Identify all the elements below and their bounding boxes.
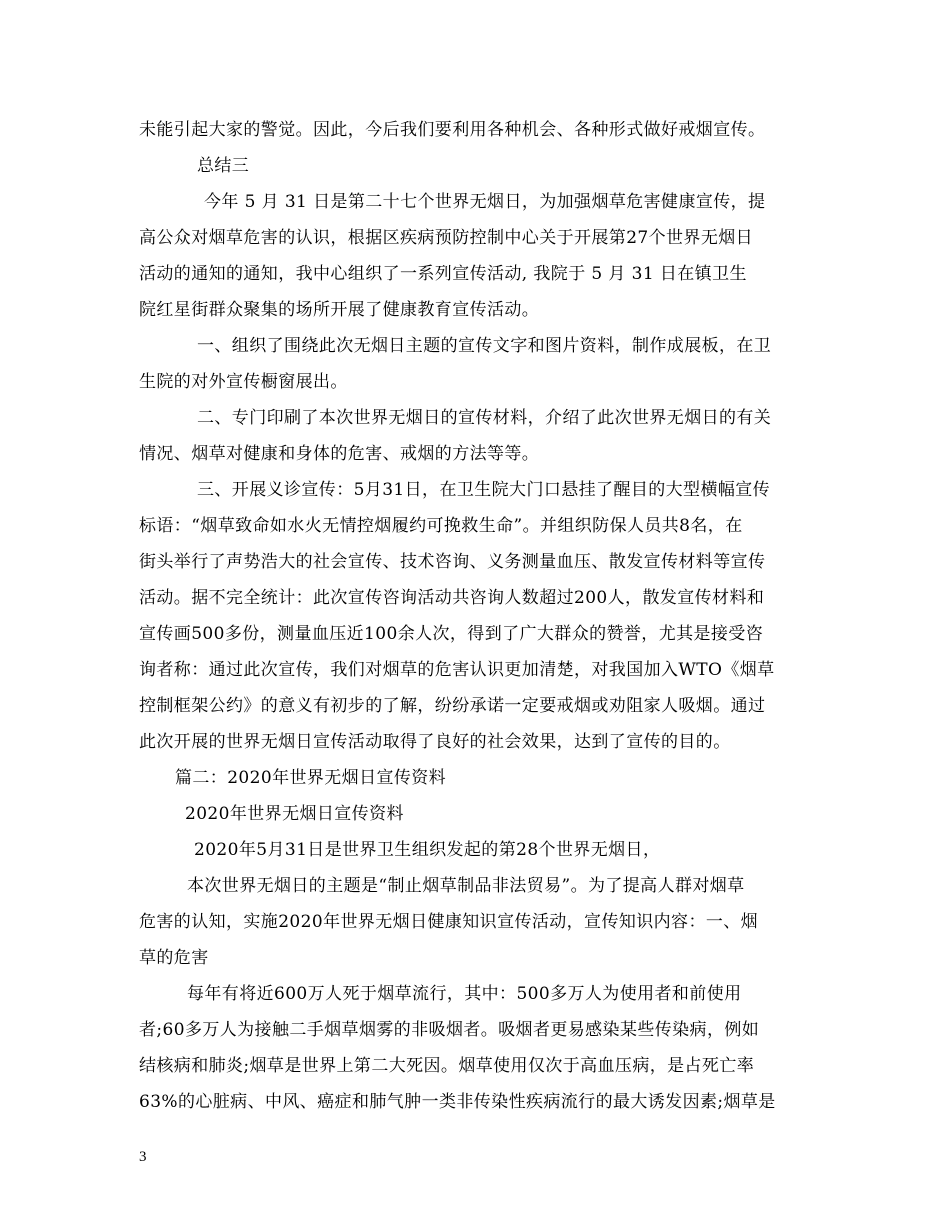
- text-line: 草的危害: [139, 948, 209, 968]
- text-line: 三、开展义诊宣传：5月31日，在卫生院大门口悬挂了醒目的大型横幅宣传: [197, 480, 771, 500]
- text-line: 院红星街群众聚集的场所开展了健康教育宣传活动。: [139, 300, 540, 320]
- text-line: 结核病和肺炎;烟草是世界上第二大死因。烟草使用仅次于高血压病，是占死亡率: [139, 1056, 755, 1076]
- text-line: 者;60多万人为接触二手烟草烟雾的非吸烟者。吸烟者更易感染某些传染病，例如: [139, 1020, 760, 1040]
- section-heading: 总结三: [197, 156, 250, 176]
- text-line: 生院的对外宣传橱窗展出。: [139, 372, 348, 392]
- text-line: 街头举行了声势浩大的社会宣传、技术咨询、义务测量血压、散发宣传材料等宣传: [139, 552, 766, 572]
- text-line: 控制框架公约》的意义有初步的了解，纷纷承诺一定要戒烟或劝阻家人吸烟。通过: [139, 696, 766, 716]
- text-line: 宣传画500多份，测量血压近100余人次，得到了广大群众的赞誉，尤其是接受咨: [139, 624, 764, 644]
- text-line: 活动的通知的通知，我中心组织了一系列宣传活动, 我院于 5 月 31 日在镇卫生: [139, 264, 747, 284]
- text-line: 二、专门印刷了本次世界无烟日的宣传材料，介绍了此次世界无烟日的有关: [197, 408, 772, 428]
- text-line: 情况、烟草对健康和身体的危害、戒烟的方法等等。: [139, 444, 540, 464]
- text-line: 今年 5 月 31 日是第二十七个世界无烟日，为加强烟草危害健康宣传，提: [204, 192, 766, 212]
- text-line: 标语：“烟草致命如水火无情控烟履约可挽救生命”。并组织防保人员共8名，在: [139, 516, 743, 536]
- page-number: 3: [139, 1149, 147, 1165]
- text-line: 2020年5月31日是世界卫生组织发起的第28个世界无烟日，: [194, 840, 661, 860]
- text-line: 每年有将近600万人死于烟草流行，其中：500多万人为使用者和前使用: [187, 984, 742, 1004]
- text-line: 活动。据不完全统计：此次宣传咨询活动共咨询人数超过200人，散发宣传材料和: [139, 588, 765, 608]
- text-line: 询者称：通过此次宣传，我们对烟草的危害认识更加清楚，对我国加入WTO《烟草: [139, 660, 775, 680]
- section-heading: 2020年世界无烟日宣传资料: [185, 804, 404, 824]
- text-line: 本次世界无烟日的主题是“制止烟草制品非法贸易”。为了提高人群对烟草: [187, 876, 745, 896]
- text-line: 高公众对烟草危害的认识，根据区疾病预防控制中心关于开展第27个世界无烟日: [139, 228, 754, 248]
- text-line: 危害的认知，实施2020年世界无烟日健康知识宣传活动，宣传知识内容：一、烟: [139, 912, 759, 932]
- text-line: 63%的心脏病、中风、癌症和肺气肿一类非传染性疾病流行的最大诱发因素;烟草是: [139, 1092, 776, 1112]
- section-heading: 篇二：2020年世界无烟日宣传资料: [175, 768, 447, 788]
- text-line: 未能引起大家的警觉。因此，今后我们要利用各种机会、各种形式做好戒烟宣传。: [139, 120, 766, 140]
- text-line: 此次开展的世界无烟日宣传活动取得了良好的社会效果，达到了宣传的目的。: [139, 732, 731, 752]
- text-line: 一、组织了围绕此次无烟日主题的宣传文字和图片资料，制作成展板，在卫: [197, 336, 772, 356]
